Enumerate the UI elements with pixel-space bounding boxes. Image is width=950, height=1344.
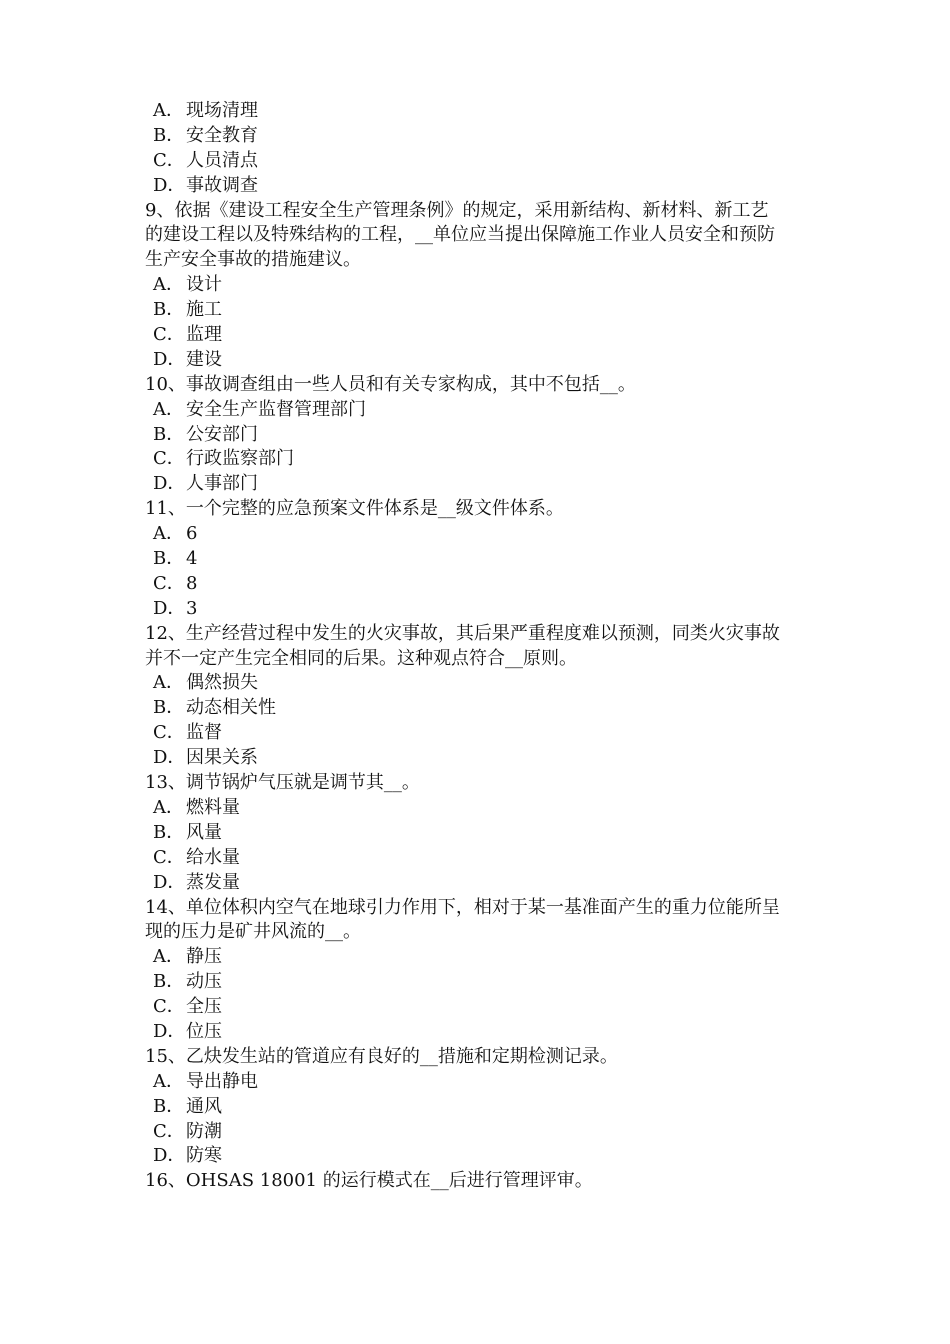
- answer-option: [145, 472, 820, 497]
- question-text-line: 15、乙炔发生站的管道应有良好的__措施和定期检测记录。: [145, 1045, 618, 1067]
- answer-option: [145, 298, 820, 323]
- answer-option: [145, 796, 820, 821]
- option-text: 动压: [186, 971, 222, 993]
- answer-option: [145, 323, 820, 348]
- question-text-line: 14、单位体积内空气在地球引力作用下，相对于某一基准面产生的重力位能所呈: [145, 896, 780, 918]
- option-letter: D．: [153, 473, 186, 495]
- option-text: 给水量: [186, 846, 240, 868]
- option-text: 建设: [186, 348, 222, 370]
- option-text: 防潮: [186, 1120, 222, 1142]
- option-text: 静压: [186, 946, 222, 968]
- option-text: 人员清点: [186, 149, 258, 171]
- answer-option: [145, 174, 820, 199]
- option-letter: B．: [153, 548, 185, 570]
- option-letter: A．: [153, 1070, 184, 1092]
- document-page: [145, 99, 820, 1194]
- question-text-line: 9、依据《建设工程安全生产管理条例》的规定，采用新结构、新材料、新工艺: [145, 199, 769, 221]
- option-letter: A．: [153, 946, 184, 968]
- option-text: 施工: [186, 299, 222, 321]
- option-letter: C．: [153, 324, 185, 346]
- answer-option: [145, 273, 820, 298]
- answer-option: [145, 746, 820, 771]
- question-text-line: 13、调节锅炉气压就是调节其__。: [145, 772, 420, 794]
- option-text: 风量: [186, 821, 222, 843]
- option-text: 导出静电: [186, 1070, 258, 1092]
- option-text: 公安部门: [186, 423, 258, 445]
- answer-option: [145, 547, 820, 572]
- answer-option: [145, 124, 820, 149]
- option-letter: D．: [153, 747, 186, 769]
- answer-option: [145, 970, 820, 995]
- question-text-line: 10、事故调查组由一些人员和有关专家构成，其中不包括__。: [145, 373, 636, 395]
- answer-option: [145, 1144, 820, 1169]
- option-letter: A．: [153, 100, 184, 121]
- answer-option: [145, 398, 820, 423]
- answer-option: [145, 1095, 820, 1120]
- option-letter: C．: [153, 846, 185, 868]
- option-text: 4: [186, 548, 198, 570]
- option-text: 监理: [186, 324, 222, 346]
- option-letter: C．: [153, 1120, 185, 1142]
- option-letter: A．: [153, 796, 184, 818]
- question-text-line: 11、一个完整的应急预案文件体系是__级文件体系。: [145, 498, 564, 520]
- option-letter: B．: [153, 971, 185, 993]
- option-text: 位压: [186, 1020, 222, 1042]
- answer-option: [145, 1020, 820, 1045]
- option-text: 防寒: [186, 1145, 222, 1167]
- question-text-line: 并不一定产生完全相同的后果。这种观点符合__原则。: [145, 647, 577, 669]
- option-text: 安全生产监督管理部门: [186, 398, 366, 420]
- answer-option: [145, 871, 820, 896]
- option-letter: C．: [153, 996, 185, 1018]
- option-letter: B．: [153, 124, 185, 146]
- option-text: 事故调查: [186, 174, 258, 196]
- option-text: 8: [186, 572, 198, 594]
- answer-option: [145, 1070, 820, 1095]
- answer-option: [145, 696, 820, 721]
- option-letter: B．: [153, 1095, 185, 1117]
- answer-option: [145, 721, 820, 746]
- answer-option: [145, 846, 820, 871]
- option-letter: D．: [153, 1020, 186, 1042]
- answer-option: [145, 597, 820, 622]
- option-text: 燃料量: [186, 796, 240, 818]
- option-letter: D．: [153, 1145, 186, 1167]
- answer-option: [145, 671, 820, 696]
- option-letter: D．: [153, 871, 186, 893]
- option-letter: C．: [153, 572, 185, 594]
- option-letter: B．: [153, 299, 185, 321]
- question-text-line: 现的压力是矿井风流的__。: [145, 921, 361, 943]
- option-letter: D．: [153, 348, 186, 370]
- option-text: 设计: [186, 274, 222, 296]
- option-text: 安全教育: [186, 124, 258, 146]
- answer-option: [145, 99, 820, 124]
- option-letter: B．: [153, 821, 185, 843]
- option-text: 因果关系: [186, 747, 258, 769]
- option-text: 偶然损失: [186, 672, 258, 694]
- answer-option: [145, 821, 820, 846]
- option-text: 监督: [186, 722, 222, 744]
- question-text-line: 12、生产经营过程中发生的火灾事故，其后果严重程度难以预测，同类火灾事故: [145, 622, 780, 644]
- option-letter: A．: [153, 274, 184, 296]
- answer-option: [145, 995, 820, 1020]
- answer-option: [145, 572, 820, 597]
- question-text-line: 的建设工程以及特殊结构的工程，__单位应当提出保障施工作业人员安全和预防: [145, 224, 775, 246]
- option-text: 人事部门: [186, 473, 258, 495]
- option-letter: C．: [153, 722, 185, 744]
- option-text: 现场清理: [186, 100, 258, 121]
- option-letter: A．: [153, 398, 184, 420]
- answer-option: [145, 945, 820, 970]
- answer-option: [145, 348, 820, 373]
- option-letter: B．: [153, 423, 185, 445]
- option-letter: D．: [153, 174, 186, 196]
- option-letter: A．: [153, 523, 184, 545]
- option-text: 全压: [186, 996, 222, 1018]
- question-text-line: 生产安全事故的措施建议。: [145, 249, 361, 271]
- option-text: 通风: [186, 1095, 222, 1117]
- option-text: 蒸发量: [186, 871, 240, 893]
- option-text: 3: [186, 597, 198, 619]
- answer-option: [145, 1120, 820, 1145]
- question-text-line: 16、OHSAS 18001 的运行模式在__后进行管理评审。: [145, 1170, 593, 1192]
- answer-option: [145, 149, 820, 174]
- answer-option: [145, 447, 820, 472]
- option-letter: D．: [153, 597, 186, 619]
- option-letter: C．: [153, 448, 185, 470]
- option-letter: B．: [153, 697, 185, 719]
- option-text: 6: [186, 523, 198, 545]
- option-text: 行政监察部门: [186, 448, 294, 470]
- option-text: 动态相关性: [186, 697, 276, 719]
- answer-option: [145, 423, 820, 448]
- answer-option: [145, 522, 820, 547]
- option-letter: A．: [153, 672, 184, 694]
- option-letter: C．: [153, 149, 185, 171]
